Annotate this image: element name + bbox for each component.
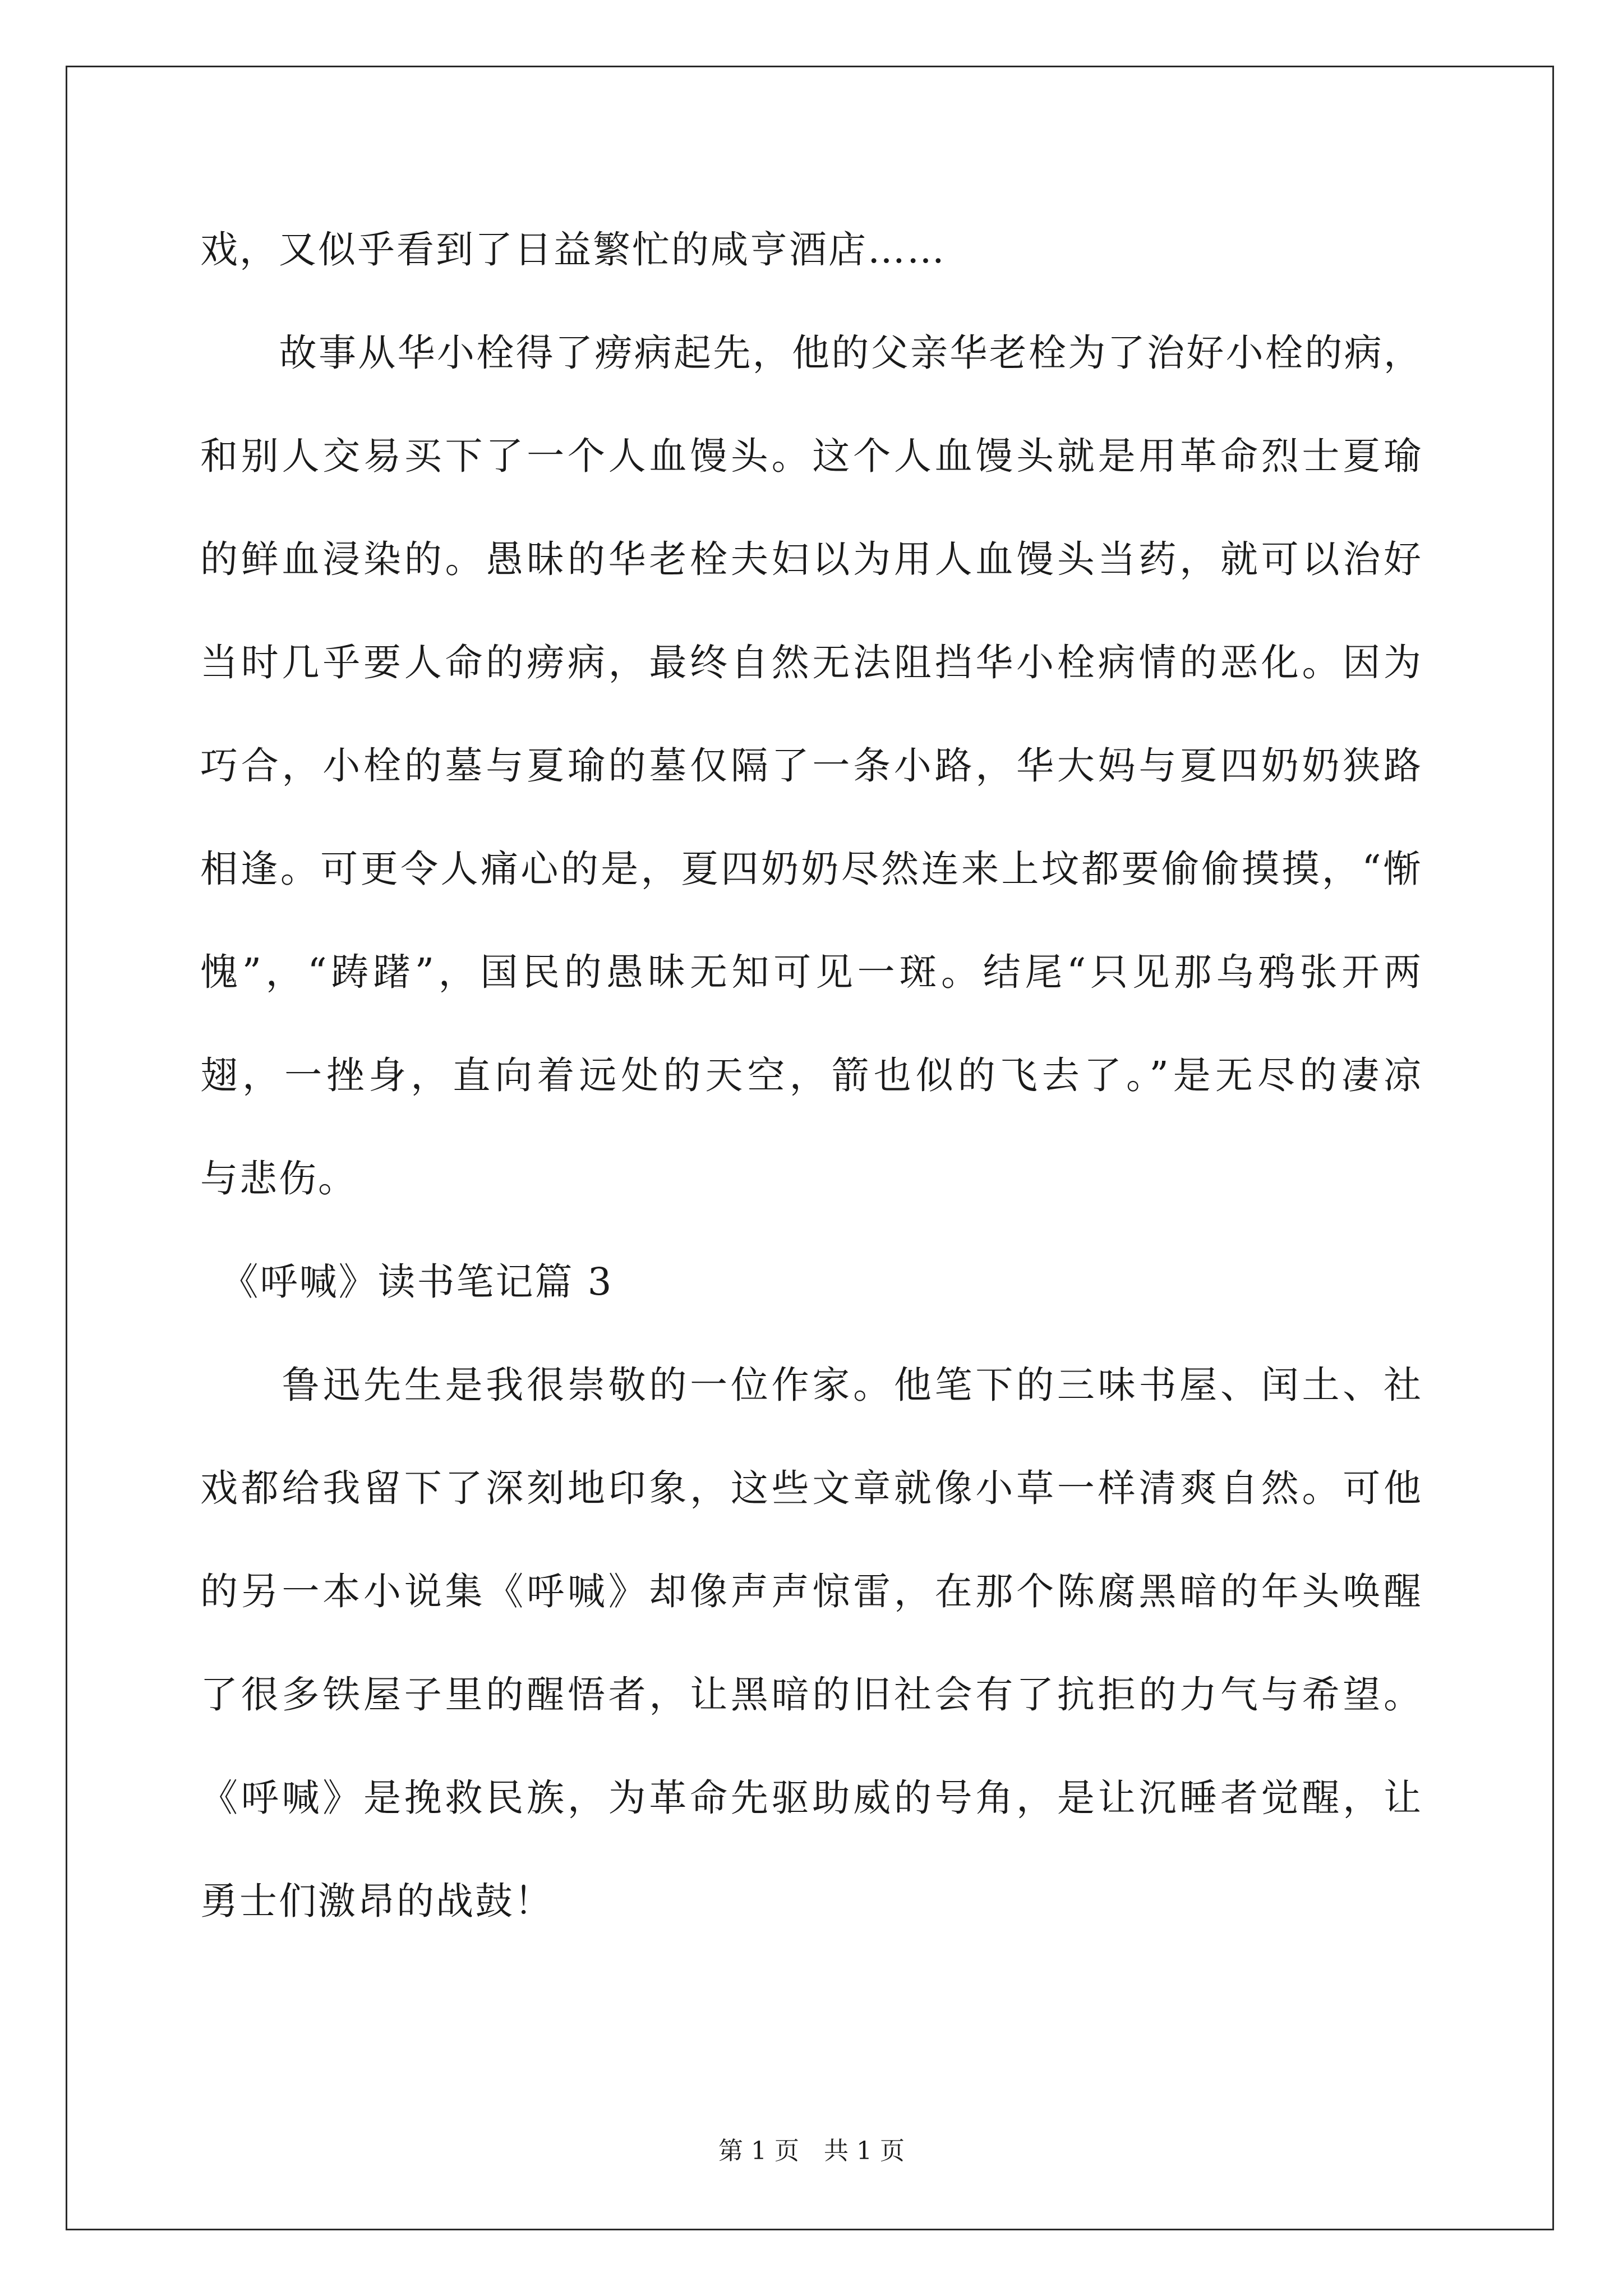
text-line-13: 戏都给我留下了深刻地印象，这些文章就像小草一样清爽自然。可他 xyxy=(200,1466,1423,1510)
text-line-12: 鲁迅先生是我很崇敬的一位作家。他笔下的三味书屋、闰土、社 xyxy=(200,1363,1423,1407)
page-footer: 第 1 页 共 1 页 xyxy=(718,2137,905,2165)
section-heading: 《呼喊》读书笔记篇 3 xyxy=(200,1260,614,1304)
text-line-16: 《呼喊》是挽救民族，为革命先驱助威的号角，是让沉睡者觉醒，让 xyxy=(200,1776,1423,1820)
text-line-1: 戏，又似乎看到了日益繁忙的咸亨酒店…… xyxy=(200,228,946,272)
text-line-10: 与悲伤。 xyxy=(200,1157,357,1200)
text-line-2: 故事从华小栓得了痨病起先，他的父亲华老栓为了治好小栓的病， xyxy=(200,331,1423,375)
text-line-5: 当时几乎要人命的痨病，最终自然无法阻挡华小栓病情的恶化。因为 xyxy=(200,641,1423,684)
text-line-14: 的另一本小说集《呼喊》却像声声惊雷，在那个陈腐黑暗的年头唤醒 xyxy=(200,1570,1423,1613)
text-line-17: 勇士们激昂的战鼓！ xyxy=(200,1879,554,1923)
text-line-9: 翅，一挫身，直向着远处的天空，箭也似的飞去了。”是无尽的凄凉 xyxy=(200,1053,1423,1097)
text-line-3: 和别人交易买下了一个人血馒头。这个人血馒头就是用革命烈士夏瑜 xyxy=(200,434,1423,478)
text-line-6: 巧合，小栓的墓与夏瑜的墓仅隔了一条小路，华大妈与夏四奶奶狭路 xyxy=(200,744,1423,788)
text-line-8: 愧”，“踌躇”，国民的愚昧无知可见一斑。结尾“只见那乌鸦张开两 xyxy=(200,950,1423,994)
text-line-7: 相逢。可更令人痛心的是，夏四奶奶尽然连来上坟都要偷偷摸摸，“惭 xyxy=(200,847,1423,891)
document-body xyxy=(200,210,1423,1965)
text-line-15: 了很多铁屋子里的醒悟者，让黑暗的旧社会有了抗拒的力气与希望。 xyxy=(200,1673,1423,1717)
text-line-4: 的鲜血浸染的。愚昧的华老栓夫妇以为用人血馒头当药，就可以治好 xyxy=(200,537,1423,581)
